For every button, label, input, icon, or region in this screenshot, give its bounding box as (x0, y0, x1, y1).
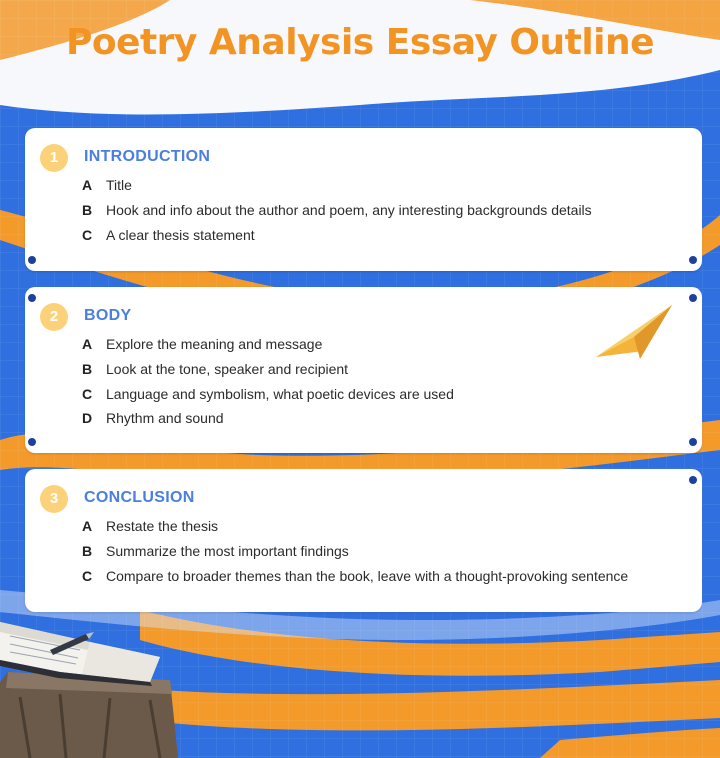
section-heading: INTRODUCTION (84, 148, 211, 165)
item-text: Summarize the most important findings (106, 543, 349, 559)
list-item (82, 543, 349, 559)
item-letter: B (82, 543, 93, 559)
item-text: Restate the thesis (106, 518, 219, 534)
pin-icon (28, 294, 36, 302)
pin-icon (689, 256, 697, 264)
pin-icon (689, 476, 697, 484)
item-letter: B (82, 361, 93, 377)
item-letter: C (82, 227, 93, 243)
pin-icon (689, 438, 697, 446)
list-item (82, 227, 255, 243)
item-text: Explore the meaning and message (106, 336, 323, 352)
list-item (82, 202, 592, 218)
section-card-conclusion (25, 469, 702, 612)
list-item (82, 568, 628, 584)
item-letter: B (82, 202, 93, 218)
item-text: A clear thesis statement (106, 227, 255, 243)
section-number-badge: 3 (40, 485, 68, 513)
item-text: Language and symbolism, what poetic devices are used (106, 386, 454, 402)
list-item (82, 518, 218, 534)
item-text: Title (106, 177, 132, 193)
pin-icon (28, 438, 36, 446)
item-letter: C (82, 386, 93, 402)
title-area (0, 22, 720, 63)
item-letter: A (82, 336, 93, 352)
paper-plane-icon (594, 303, 676, 361)
section-number-badge: 2 (40, 303, 68, 331)
pin-icon (689, 294, 697, 302)
item-text: Rhythm and sound (106, 410, 224, 426)
page-title: Poetry Analysis Essay Outline (65, 22, 655, 63)
list-item (82, 386, 454, 402)
item-text: Hook and info about the author and poem, any interesting backgrounds details (106, 202, 592, 218)
list-item (82, 361, 348, 377)
list-item (82, 336, 322, 352)
item-letter: C (82, 568, 93, 584)
section-heading: BODY (84, 307, 132, 324)
item-letter: A (82, 518, 93, 534)
section-card-introduction (25, 128, 702, 271)
section-heading: CONCLUSION (84, 489, 195, 506)
list-item (82, 410, 224, 426)
item-text: Look at the tone, speaker and recipient (106, 361, 349, 377)
item-letter: D (82, 410, 93, 426)
section-number-badge: 1 (40, 144, 68, 172)
item-text: Compare to broader themes than the book, leave with a thought-provoking sentence (106, 568, 629, 584)
item-letter: A (82, 177, 93, 193)
open-book-icon (0, 602, 185, 758)
list-item (82, 177, 132, 193)
pin-icon (28, 256, 36, 264)
